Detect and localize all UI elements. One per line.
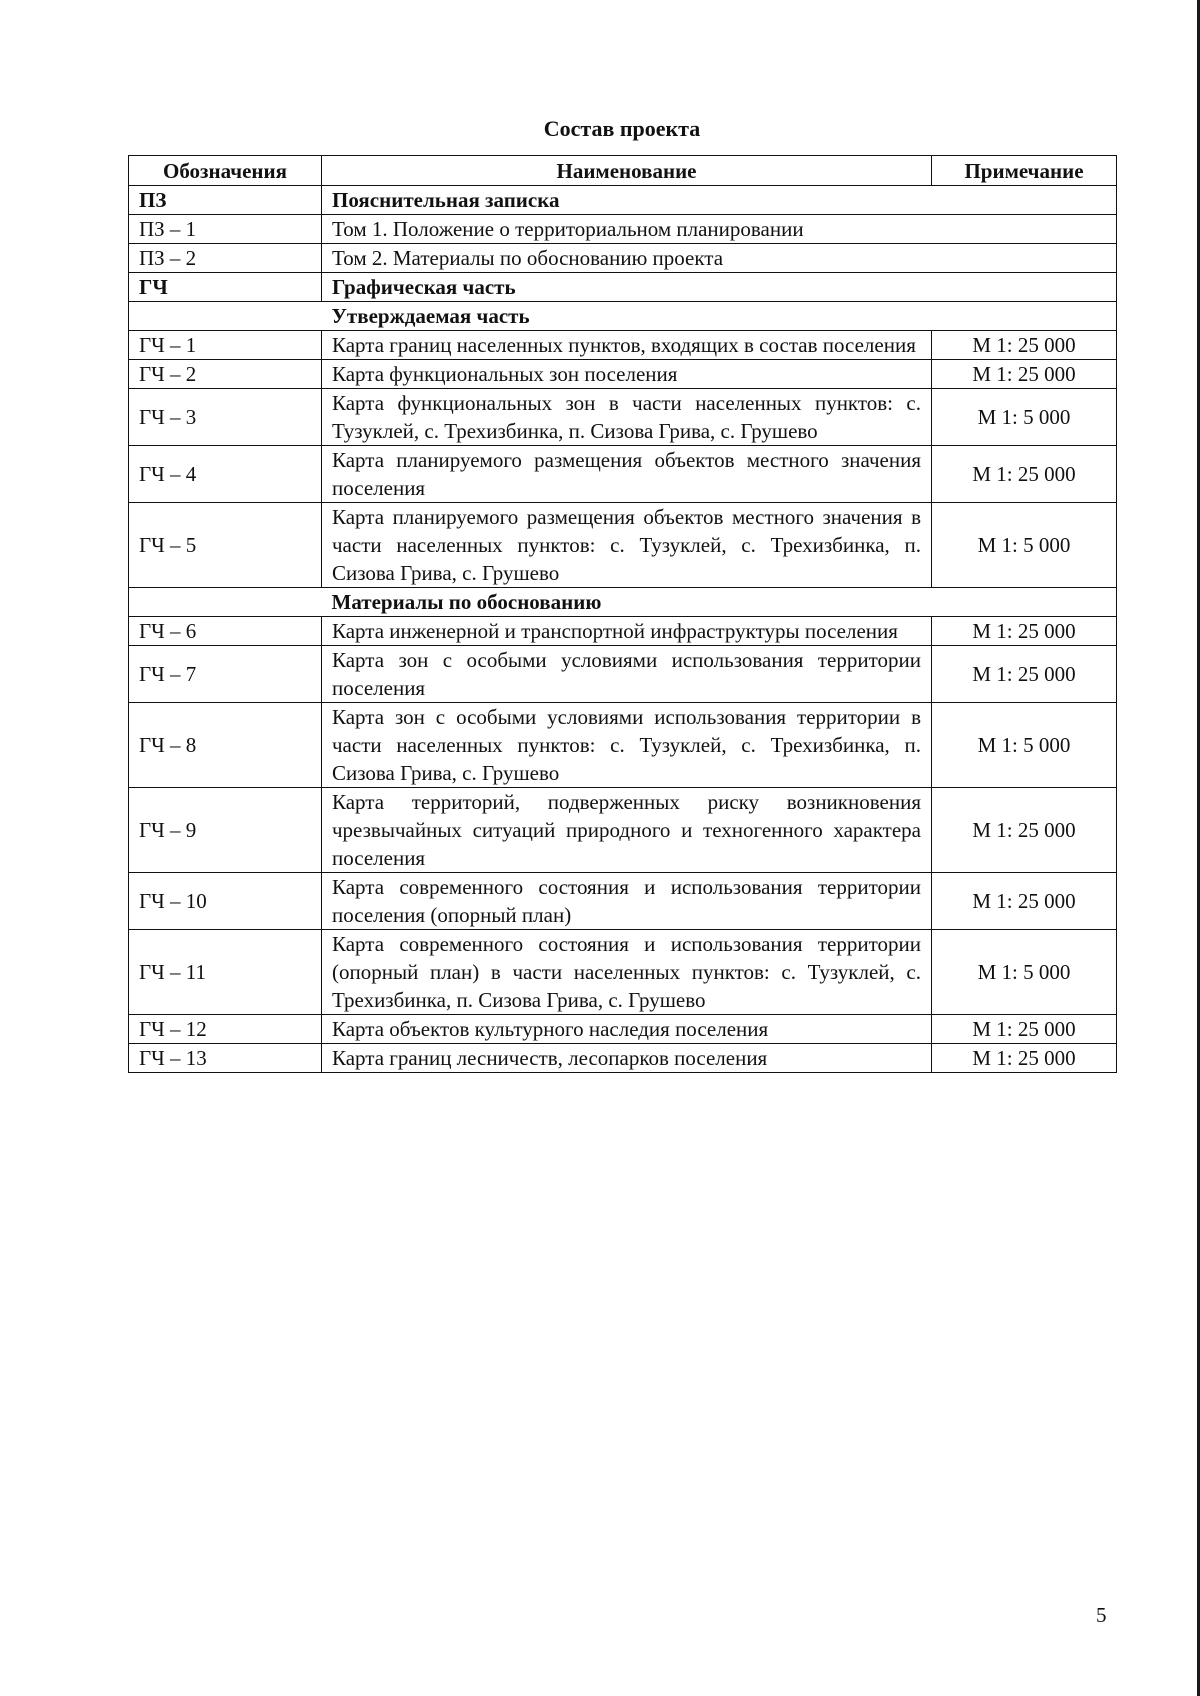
cell-name: Карта планируемого размещения объектов местного значения поселения (322, 446, 932, 503)
cell-name: Карта границ населенных пунктов, входящих в состав поселения (322, 331, 932, 360)
cell-code: ГЧ – 12 (129, 1015, 322, 1044)
cell-name: Карта территорий, подверженных риску возникновения чрезвычайных ситуаций природного и техногенного характера поселения (322, 788, 932, 873)
cell-note: М 1: 25 000 (932, 1015, 1117, 1044)
cell-code: ГЧ – 5 (129, 503, 322, 588)
cell-name: Карта зон с особыми условиями использования территории поселения (322, 646, 932, 703)
table-row (129, 446, 1117, 503)
composition-table (128, 155, 1117, 1073)
header-name: Наименование (322, 156, 932, 186)
cell-code (129, 588, 322, 617)
cell-subsection-title: Материалы по обоснованию (322, 588, 1117, 617)
cell-note: М 1: 25 000 (932, 331, 1117, 360)
page-number: 5 (1096, 1603, 1107, 1627)
table-row (129, 273, 1117, 302)
table-row (129, 703, 1117, 788)
table-row (129, 930, 1117, 1015)
cell-code: ГЧ (129, 273, 322, 302)
cell-code: ГЧ – 3 (129, 389, 322, 446)
cell-code: ГЧ – 7 (129, 646, 322, 703)
cell-code: ГЧ – 4 (129, 446, 322, 503)
table-row (129, 873, 1117, 930)
cell-code: ГЧ – 10 (129, 873, 322, 930)
cell-note: М 1: 25 000 (932, 646, 1117, 703)
table-row (129, 646, 1117, 703)
cell-note: М 1: 5 000 (932, 703, 1117, 788)
table-row (129, 389, 1117, 446)
cell-name: Карта зон с особыми условиями использования территории в части населенных пунктов: с. Тузуклей, с. Трехизбинка, п. Сизова Грива, с. Грушево (322, 703, 932, 788)
cell-note: М 1: 25 000 (932, 617, 1117, 646)
cell-code: ГЧ – 9 (129, 788, 322, 873)
cell-name: Карта функциональных зон в части населенных пунктов: с. Тузуклей, с. Трехизбинка, п. Сизова Грива, с. Грушево (322, 389, 932, 446)
cell-note: М 1: 25 000 (932, 873, 1117, 930)
cell-note: М 1: 25 000 (932, 360, 1117, 389)
cell-name: Карта современного состояния и использования территории (опорный план) в части населенных пунктов: с. Тузуклей, с. Трехизбинка, п. Сизова Грива, с. Грушево (322, 930, 932, 1015)
cell-code: ГЧ – 6 (129, 617, 322, 646)
cell-code: ПЗ – 2 (129, 244, 322, 273)
table-row (129, 302, 1117, 331)
table-header-row (129, 156, 1117, 186)
cell-note: М 1: 25 000 (932, 788, 1117, 873)
cell-section-title: Пояснительная записка (322, 186, 1117, 215)
table-row (129, 588, 1117, 617)
table-body (129, 186, 1117, 1073)
table-row (129, 617, 1117, 646)
cell-note: М 1: 5 000 (932, 930, 1117, 1015)
cell-name: Карта объектов культурного наследия поселения (322, 1015, 932, 1044)
cell-code: ГЧ – 11 (129, 930, 322, 1015)
cell-note: М 1: 25 000 (932, 1044, 1117, 1073)
cell-name: Карта инженерной и транспортной инфраструктуры поселения (322, 617, 932, 646)
cell-code: ГЧ – 2 (129, 360, 322, 389)
table-row (129, 244, 1117, 273)
table-row (129, 788, 1117, 873)
table-row (129, 1044, 1117, 1073)
cell-name: Карта современного состояния и использования территории поселения (опорный план) (322, 873, 932, 930)
cell-code: ГЧ – 8 (129, 703, 322, 788)
cell-code (129, 302, 322, 331)
document-title: Состав проекта (543, 116, 701, 141)
header-note: Примечание (932, 156, 1117, 186)
cell-name: Том 1. Положение о территориальном планировании (322, 215, 1117, 244)
header-code: Обозначения (129, 156, 322, 186)
cell-subsection-title: Утверждаемая часть (322, 302, 1117, 331)
cell-note: М 1: 5 000 (932, 389, 1117, 446)
cell-section-title: Графическая часть (322, 273, 1117, 302)
table-row (129, 215, 1117, 244)
cell-name: Том 2. Материалы по обоснованию проекта (322, 244, 1117, 273)
table-row (129, 186, 1117, 215)
table-row (129, 360, 1117, 389)
cell-code: ГЧ – 1 (129, 331, 322, 360)
table-row (129, 503, 1117, 588)
cell-name: Карта границ лесничеств, лесопарков поселения (322, 1044, 932, 1073)
cell-name: Карта функциональных зон поселения (322, 360, 932, 389)
cell-note: М 1: 5 000 (932, 503, 1117, 588)
cell-code: ГЧ – 13 (129, 1044, 322, 1073)
cell-code: ПЗ – 1 (129, 215, 322, 244)
table-row (129, 331, 1117, 360)
cell-note: М 1: 25 000 (932, 446, 1117, 503)
cell-code: ПЗ (129, 186, 322, 215)
cell-name: Карта планируемого размещения объектов местного значения в части населенных пунктов: с. Тузуклей, с. Трехизбинка, п. Сизова Грива, с. Грушево (322, 503, 932, 588)
table-row (129, 1015, 1117, 1044)
